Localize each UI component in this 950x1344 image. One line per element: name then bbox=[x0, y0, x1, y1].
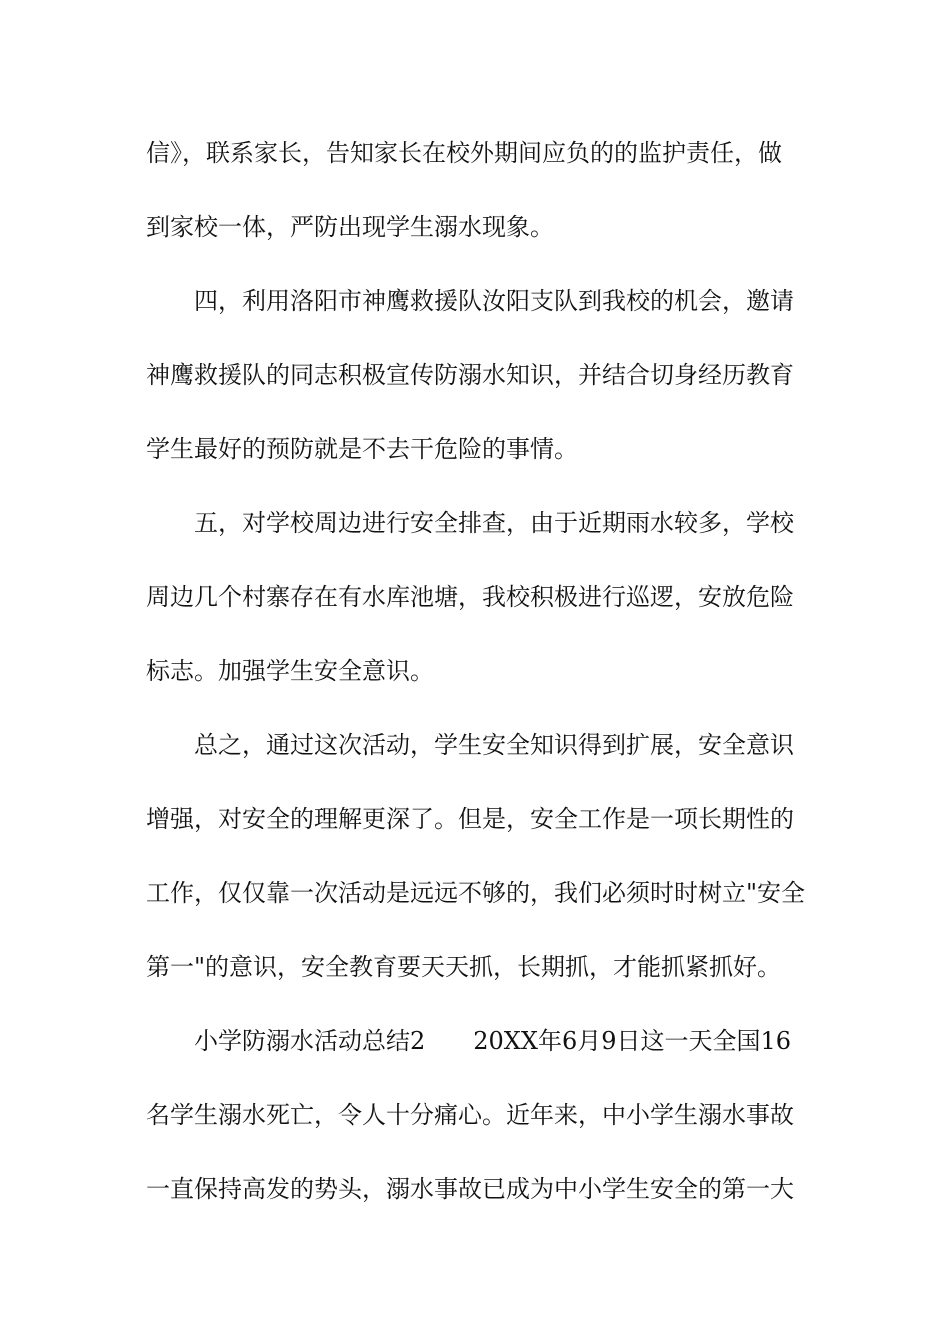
paragraph-five-line-3: 标志。加强学生安全意识。 bbox=[146, 657, 434, 685]
paragraph-five-line-2: 周边几个村寨存在有水库池塘，我校积极进行巡逻，安放危险 bbox=[146, 583, 794, 611]
summary-line-3: 工作，仅仅靠一次活动是远远不够的，我们必须时时树立"安全 bbox=[146, 879, 806, 907]
text-line-2: 到家校一体，严防出现学生溺水现象。 bbox=[146, 213, 554, 241]
text-line-1: 信》，联系家长，告知家长在校外期间应负的的监护责任，做 bbox=[146, 139, 782, 167]
section-two-line-2: 名学生溺水死亡，令人十分痛心。近年来，中小学生溺水事故 bbox=[146, 1101, 794, 1129]
paragraph-four-line-1: 四，利用洛阳市神鹰救援队汝阳支队到我校的机会，邀请 bbox=[194, 287, 794, 315]
section-two-line-1: 小学防溺水活动总结2 20XX年6月9日这一天全国16 bbox=[194, 1027, 792, 1055]
summary-line-4: 第一"的意识，安全教育要天天抓，长期抓，才能抓紧抓好。 bbox=[146, 953, 782, 981]
summary-line-2: 增强，对安全的理解更深了。但是，安全工作是一项长期性的 bbox=[146, 805, 794, 833]
paragraph-four-line-3: 学生最好的预防就是不去干危险的事情。 bbox=[146, 435, 578, 463]
paragraph-five-line-1: 五，对学校周边进行安全排查，由于近期雨水较多，学校 bbox=[194, 509, 794, 537]
summary-line-1: 总之，通过这次活动，学生安全知识得到扩展，安全意识 bbox=[194, 731, 794, 759]
section-two-line-3: 一直保持高发的势头，溺水事故已成为中小学生安全的第一大 bbox=[146, 1175, 794, 1203]
paragraph-four-line-2: 神鹰救援队的同志积极宣传防溺水知识，并结合切身经历教育 bbox=[146, 361, 794, 389]
